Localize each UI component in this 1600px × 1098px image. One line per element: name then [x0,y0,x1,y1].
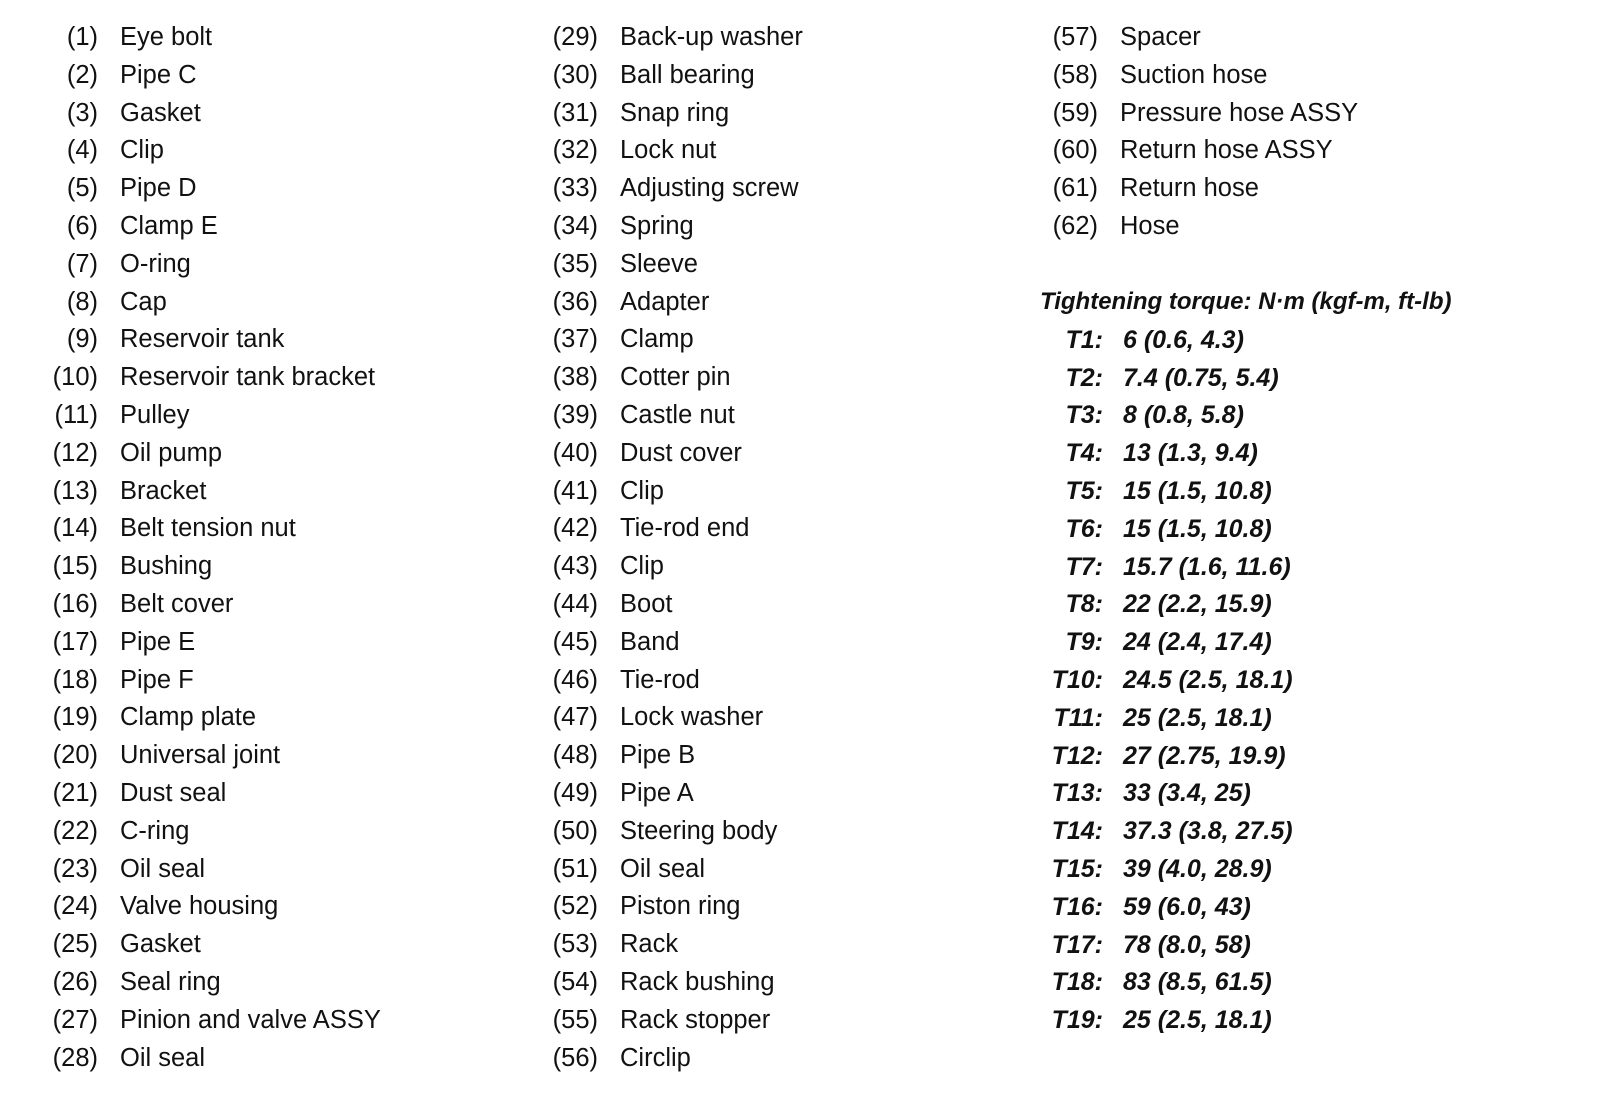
part-number: (15) [52,552,98,581]
torque-item [1040,513,1451,551]
part-name: Clamp plate [120,703,257,732]
part-name: Pipe B [620,741,696,770]
part-name: Bushing [120,552,213,581]
part-name: Pressure hose ASSY [1120,98,1359,127]
part-name: Hose [1120,211,1180,240]
part-name: Lock washer [620,703,764,732]
part-number: (22) [52,816,98,845]
part-number: (50) [552,816,598,845]
torque-code: T2: [1065,363,1103,392]
part-number: (27) [52,1005,98,1034]
part-name: Tie-rod [620,665,700,694]
part-name: Cotter pin [620,363,731,392]
part-name: Pipe D [120,174,197,203]
part-number: (8) [66,287,98,316]
part-number: (26) [52,967,98,996]
torque-code: T15: [1051,854,1103,883]
part-number: (35) [552,249,598,278]
torque-value: 24.5 (2.5, 18.1) [1123,665,1293,694]
torque-value: 39 (4.0, 28.9) [1123,854,1272,883]
part-name: Oil seal [620,854,706,883]
torque-code: T6: [1065,514,1103,543]
part-number: (43) [552,552,598,581]
part-name: Pulley [120,400,190,429]
torque-item [1040,853,1451,891]
part-name: Tie-rod end [620,514,750,543]
part-number: (21) [52,778,98,807]
part-number: (12) [52,438,98,467]
part-number: (54) [552,967,598,996]
part-number: (56) [552,1043,598,1072]
part-name: Seal ring [120,967,221,996]
part-name: Spacer [1120,23,1201,51]
part-number: (42) [552,514,598,543]
part-name: Oil seal [120,854,206,883]
torque-item [1040,362,1451,400]
torque-title: Tightening torque: N·m (kgf-m, ft-lb) [1040,288,1452,315]
torque-value: 59 (6.0, 43) [1123,892,1251,921]
part-name: Pipe E [120,627,196,656]
part-name: Rack stopper [620,1005,771,1034]
part-number: (18) [52,665,98,694]
part-name: Piston ring [620,892,741,921]
part-number: (9) [66,325,98,354]
part-name: Eye bolt [120,23,213,51]
part-number: (5) [66,174,98,203]
torque-item [1040,399,1451,437]
part-number: (25) [52,930,98,959]
part-number: (11) [54,400,98,429]
torque-value: 78 (8.0, 58) [1123,930,1251,959]
torque-value: 7.4 (0.75, 5.4) [1123,363,1279,392]
part-number: (2) [66,60,98,89]
part-number: (14) [52,514,98,543]
part-name: Oil seal [120,1043,206,1072]
torque-item [1040,626,1451,664]
torque-value: 6 (0.6, 4.3) [1123,325,1244,354]
torque-code: T1: [1065,325,1103,354]
torque-code: T18: [1051,968,1103,997]
torque-item [1040,437,1451,475]
torque-item [1040,929,1451,967]
torque-value: 13 (1.3, 9.4) [1123,439,1258,468]
torque-value: 25 (2.5, 18.1) [1123,1006,1272,1035]
part-name: Reservoir tank [120,325,285,354]
torque-code: T3: [1065,401,1103,430]
part-number: (37) [552,325,598,354]
part-number: (60) [1052,136,1098,165]
part-name: Adapter [620,287,710,316]
part-number: (52) [552,892,598,921]
part-number: (61) [1052,174,1098,203]
part-number: (1) [66,23,98,51]
part-number: (29) [552,23,598,51]
torque-code: T9: [1065,628,1103,657]
part-number: (10) [52,363,98,392]
torque-code: T12: [1051,741,1103,770]
part-name: Dust cover [620,438,742,467]
part-name: Universal joint [120,741,281,770]
part-number: (47) [552,703,598,732]
torque-value: 24 (2.4, 17.4) [1123,628,1272,657]
part-number: (7) [66,249,98,278]
part-number: (48) [552,741,598,770]
torque-item [1040,588,1451,626]
torque-code: T16: [1051,892,1103,921]
part-number: (4) [66,136,98,165]
part-name: Pipe A [620,778,694,807]
torque-code: T11: [1053,703,1103,732]
torque-item [1040,777,1451,815]
part-name: Rack bushing [620,967,775,996]
torque-code: T10: [1051,665,1103,694]
part-name: Belt tension nut [120,514,296,543]
part-name: Dust seal [120,778,227,807]
part-name: Back-up washer [620,23,803,51]
torque-item [1040,475,1451,513]
torque-code: T14: [1051,817,1103,846]
part-number: (58) [1052,60,1098,89]
torque-code: T5: [1065,476,1103,505]
part-name: Circlip [620,1043,691,1072]
torque-code: T13: [1051,779,1103,808]
part-name: Suction hose [1120,60,1268,89]
part-name: Ball bearing [620,60,755,89]
part-number: (57) [1052,23,1098,51]
torque-value: 15 (1.5, 10.8) [1123,476,1272,505]
part-number: (16) [52,589,98,618]
part-number: (36) [552,287,598,316]
part-number: (55) [552,1005,598,1034]
part-number: (40) [552,438,598,467]
part-name: Belt cover [120,589,234,618]
part-name: Return hose [1120,174,1259,203]
part-number: (49) [552,778,598,807]
torque-item [1040,664,1451,702]
part-number: (28) [52,1043,98,1072]
part-name: Gasket [120,98,201,127]
torque-item [1040,324,1451,362]
torque-item [1040,1004,1451,1042]
torque-list [1040,324,1451,1042]
part-number: (38) [552,363,598,392]
torque-code: T4: [1065,439,1103,468]
part-name: Clip [620,476,664,505]
torque-value: 8 (0.8, 5.8) [1123,401,1244,430]
torque-item [1040,702,1451,740]
torque-item [1040,891,1451,929]
part-name: Bracket [120,476,207,505]
torque-code: T19: [1051,1006,1103,1035]
torque-section [1040,286,1451,1042]
torque-value: 25 (2.5, 18.1) [1123,703,1272,732]
part-name: Clip [120,136,164,165]
torque-value: 83 (8.5, 61.5) [1123,968,1272,997]
part-number: (13) [52,476,98,505]
part-number: (41) [552,476,598,505]
part-name: Oil pump [120,438,223,467]
torque-item [1040,815,1451,853]
part-name: Clamp [620,325,694,354]
part-name: Snap ring [620,98,730,127]
part-number: (24) [52,892,98,921]
torque-value: 22 (2.2, 15.9) [1123,590,1272,619]
torque-item [1040,740,1451,778]
part-name: Return hose ASSY [1120,136,1333,165]
part-number: (34) [552,211,598,240]
part-name: Clamp E [120,211,218,240]
part-name: Reservoir tank bracket [120,363,376,392]
part-name: Cap [120,287,167,316]
part-name: Boot [620,589,673,618]
part-name: Band [620,627,680,656]
part-number: (39) [552,400,598,429]
part-number: (32) [552,136,598,165]
part-name: C-ring [120,816,190,845]
part-name: Lock nut [620,136,717,165]
part-number: (3) [66,98,98,127]
torque-value: 33 (3.4, 25) [1123,779,1251,808]
part-number: (19) [52,703,98,732]
part-name: Castle nut [620,400,735,429]
part-name: Spring [620,211,694,240]
part-number: (23) [52,854,98,883]
torque-code: T7: [1065,552,1103,581]
part-number: (62) [1052,211,1098,240]
part-name: Rack [620,930,679,959]
part-name: Pipe F [120,665,194,694]
part-name: Steering body [620,816,778,845]
part-number: (53) [552,930,598,959]
part-number: (33) [552,174,598,203]
part-number: (17) [52,627,98,656]
torque-code: T17: [1051,930,1103,959]
torque-item [1040,551,1451,589]
torque-value: 37.3 (3.8, 27.5) [1123,817,1293,846]
torque-code: T8: [1065,590,1103,619]
part-number: (59) [1052,98,1098,127]
torque-value: 15 (1.5, 10.8) [1123,514,1272,543]
part-name: Clip [620,552,664,581]
torque-value: 15.7 (1.6, 11.6) [1123,552,1291,581]
part-number: (44) [552,589,598,618]
torque-item [1040,966,1451,1004]
part-number: (30) [552,60,598,89]
part-name: Pipe C [120,60,197,89]
part-number: (31) [552,98,598,127]
part-name: Adjusting screw [620,174,799,203]
part-number: (51) [552,854,598,883]
part-number: (6) [66,211,98,240]
part-number: (20) [52,741,98,770]
part-number: (45) [552,627,598,656]
part-name: Gasket [120,930,201,959]
part-name: Sleeve [620,249,698,278]
part-number: (46) [552,665,598,694]
part-name: Pinion and valve ASSY [120,1005,381,1034]
part-name: Valve housing [120,892,279,921]
torque-value: 27 (2.75, 19.9) [1123,741,1286,770]
part-name: O-ring [120,249,191,278]
